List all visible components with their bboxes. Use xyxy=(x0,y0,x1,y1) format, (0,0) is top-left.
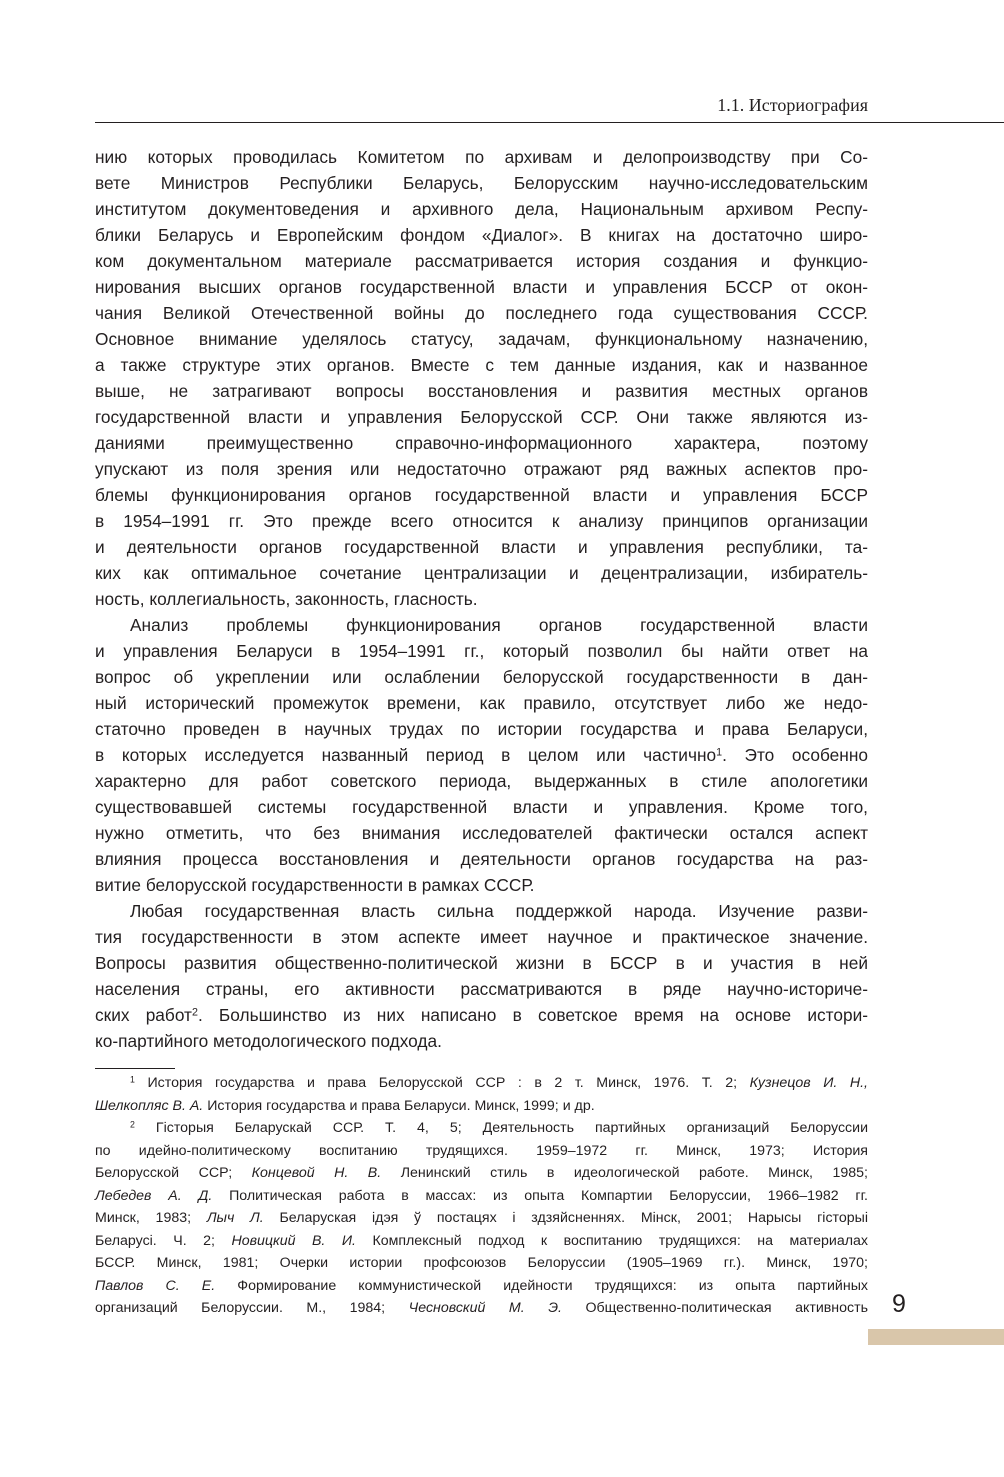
body-line xyxy=(95,716,868,742)
body-line xyxy=(95,950,868,976)
body-line xyxy=(95,352,868,378)
body-line xyxy=(95,508,868,534)
page-number: 9 xyxy=(892,1290,906,1318)
text-segment: даниями преимущественно справочно-информационного характера, поэтому xyxy=(95,433,868,453)
body-line xyxy=(95,690,868,716)
author-name: Концевой Н. В. xyxy=(251,1165,382,1181)
footnote-marker: 1 xyxy=(716,746,723,759)
footnote-marker: 2 xyxy=(130,1119,135,1130)
body-line xyxy=(95,846,868,872)
footnote-marker: 1 xyxy=(130,1074,135,1085)
author-name: Лыч Л. xyxy=(206,1210,264,1226)
text-segment: населения страны, его активности рассматриваются в ряде научно-историче- xyxy=(95,979,868,999)
text-segment: блики Беларусь и Европейским фондом «Диалог». В книгах на достаточно широ- xyxy=(95,225,868,245)
author-name: Шелкопляс В. А. xyxy=(95,1097,204,1114)
body-line xyxy=(95,326,868,352)
text-segment: выше, не затрагивают вопросы восстановления и развития местных органов xyxy=(95,381,868,401)
footnote-line xyxy=(95,1095,868,1118)
footnote-line xyxy=(95,1207,868,1230)
author-name: Чесновский М. Э. xyxy=(408,1300,562,1316)
footnote-line xyxy=(95,1230,868,1253)
footnote-line xyxy=(95,1275,868,1298)
text-segment: нию которых проводилась Комитетом по архивам и делопроизводству при Со- xyxy=(95,147,868,167)
body-line xyxy=(95,586,868,612)
footnote-line xyxy=(95,1252,868,1275)
text-segment: ный исторический промежуток времени, как правило, отсутствует либо же недо- xyxy=(95,693,868,713)
body-line xyxy=(95,924,868,950)
body-line xyxy=(95,768,868,794)
author-name: Павлов С. Е. xyxy=(95,1277,216,1294)
body-line xyxy=(95,664,868,690)
body-line xyxy=(95,534,868,560)
text-segment: институтом документоведения и архивного дела, Национальным архивом Респу- xyxy=(95,199,868,219)
text-segment: вете Министров Республики Беларусь, Белорусским научно-исследовательским xyxy=(95,173,868,193)
text-segment: Беларуская ідэя ў постацях і здзяйсненнях. Мінск, 2001; Нарысы гісторыі xyxy=(263,1210,868,1226)
text-segment: Комплексный подход к воспитанию трудящихся: на материалах xyxy=(355,1232,868,1249)
footnote-line xyxy=(95,1117,868,1140)
text-segment: . Это особенно xyxy=(722,745,868,765)
text-segment: Гісторыя Беларускай ССР. Т. 4, 5; Деятельность партийных организаций Белоруссии xyxy=(134,1120,868,1136)
text-segment: Ленинский стиль в идеологической работе. Минск, 1985; xyxy=(381,1165,868,1181)
text-segment: ских работ xyxy=(95,1005,192,1025)
body-line xyxy=(95,1002,868,1028)
text-segment: История государства и права Беларуси. Минск, 1999; и др. xyxy=(203,1097,595,1114)
text-segment: Анализ проблемы функционирования органов государственной власти xyxy=(130,615,868,635)
text-segment: и деятельности органов государственной власти и управления республики, та- xyxy=(95,537,868,557)
text-segment: организаций Белоруссии. М., 1984; xyxy=(95,1300,409,1316)
text-segment: ком документальном материале рассматривается история создания и функцио- xyxy=(95,251,868,271)
text-segment: в которых исследуется названный период в целом или частично xyxy=(95,745,717,765)
text-segment: характерно для работ советского периода, выдержанных в стиле апологетики xyxy=(95,771,868,791)
text-segment: влияния процесса восстановления и деятельности органов государства на раз- xyxy=(95,849,868,869)
body-line xyxy=(95,300,868,326)
footnote-line xyxy=(95,1185,868,1208)
text-segment: в 1954–1991 гг. Это прежде всего относится к анализу принципов организации xyxy=(95,511,868,531)
body-line xyxy=(95,482,868,508)
footnotes xyxy=(95,1072,868,1320)
text-segment: существовавшей системы государственной власти и управления. Кроме того, xyxy=(95,797,868,817)
footnote-line xyxy=(95,1140,868,1163)
text-segment: чания Великой Отечественной войны до последнего года существования СССР. xyxy=(95,303,868,323)
body-line xyxy=(95,976,868,1002)
text-segment: вопрос об укреплении или ослаблении белорусской государственности в дан- xyxy=(95,667,868,687)
body-line xyxy=(95,1028,868,1054)
body-line xyxy=(95,222,868,248)
text-segment: упускают из поля зрения или недостаточно отражают ряд важных аспектов про- xyxy=(95,459,868,479)
text-segment: . Большинство из них написано в советское время на основе истори- xyxy=(197,1005,869,1025)
body-line xyxy=(95,742,868,768)
text-segment: Минск, 1983; xyxy=(95,1210,207,1226)
body-line xyxy=(95,404,868,430)
body-line xyxy=(95,820,868,846)
body-line xyxy=(95,196,868,222)
text-segment: Беларусі. Ч. 2; xyxy=(95,1232,232,1249)
text-segment: Вопросы развития общественно-политической жизни в БССР в и участия в ней xyxy=(95,953,868,973)
body-text xyxy=(95,144,868,1054)
body-line xyxy=(95,612,868,638)
footnote-marker: 2 xyxy=(191,1006,198,1019)
body-line xyxy=(95,872,868,898)
body-line xyxy=(95,274,868,300)
text-segment: витие белорусской государственности в рамках СССР. xyxy=(95,875,535,895)
header-rule xyxy=(95,122,1004,123)
text-segment: нужно отметить, что без внимания исследователей фактически остался аспект xyxy=(95,823,868,843)
author-name: Кузнецов И. Н., xyxy=(749,1075,868,1091)
body-line xyxy=(95,430,868,456)
running-header-section-title: 1.1. Историография xyxy=(717,95,868,115)
text-segment: статочно проведен в научных трудах по истории государства и права Беларуси, xyxy=(95,719,868,739)
footnote-line xyxy=(95,1162,868,1185)
footnote-line xyxy=(95,1297,868,1320)
body-line xyxy=(95,898,868,924)
text-segment: государственной власти и управления Белорусской ССР. Они также являются из- xyxy=(95,407,868,427)
author-name: Новицкий В. И. xyxy=(231,1232,356,1249)
text-segment: Любая государственная власть сильна поддержкой народа. Изучение разви- xyxy=(130,901,868,921)
text-segment: Формирование коммунистической идейности трудящихся: из опыта партийных xyxy=(215,1277,868,1294)
body-line xyxy=(95,170,868,196)
text-segment: и управления Беларуси в 1954–1991 гг., который позволил бы найти ответ на xyxy=(95,641,868,661)
text-segment: Белорусской ССР; xyxy=(95,1165,252,1181)
body-line xyxy=(95,456,868,482)
body-line xyxy=(95,248,868,274)
footnote-separator xyxy=(95,1068,175,1069)
body-line xyxy=(95,794,868,820)
footnote-line xyxy=(95,1072,868,1095)
text-segment: Основное внимание уделялось статусу, задачам, функциональному назначению, xyxy=(95,329,868,349)
text-segment: ко-партийного методологического подхода. xyxy=(95,1031,442,1051)
text-segment: ность, коллегиальность, законность, гласность. xyxy=(95,589,478,609)
text-segment: ких как оптимальное сочетание централизации и децентрализации, избиратель- xyxy=(95,563,868,583)
text-segment: блемы функционирования органов государственной власти и управления БССР xyxy=(95,485,868,505)
text-segment: тия государственности в этом аспекте имеет научное и практическое значение. xyxy=(95,927,868,947)
body-line xyxy=(95,560,868,586)
text-segment: а также структуре этих органов. Вместе с тем данные издания, как и названное xyxy=(95,355,868,375)
text-segment: Политическая работа в массах: из опыта Компартии Белоруссии, 1966–1982 гг. xyxy=(212,1187,868,1204)
page-accent-bar xyxy=(868,1329,1004,1345)
text-segment: нирования высших органов государственной власти и управления БССР от окон- xyxy=(95,277,868,297)
text-segment: БССР. Минск, 1981; Очерки истории профсоюзов Белоруссии (1905–1969 гг.). Минск, 1970; xyxy=(95,1255,868,1271)
body-line xyxy=(95,144,868,170)
body-line xyxy=(95,638,868,664)
text-segment: по идейно-политическому воспитанию трудящихся. 1959–1972 гг. Минск, 1973; История xyxy=(95,1142,868,1159)
text-segment: Общественно-политическая активность xyxy=(561,1300,869,1316)
author-name: Лебедев А. Д. xyxy=(95,1187,213,1204)
body-line xyxy=(95,378,868,404)
text-segment: История государства и права Белорусской ССР : в 2 т. Минск, 1976. Т. 2; xyxy=(134,1075,750,1091)
